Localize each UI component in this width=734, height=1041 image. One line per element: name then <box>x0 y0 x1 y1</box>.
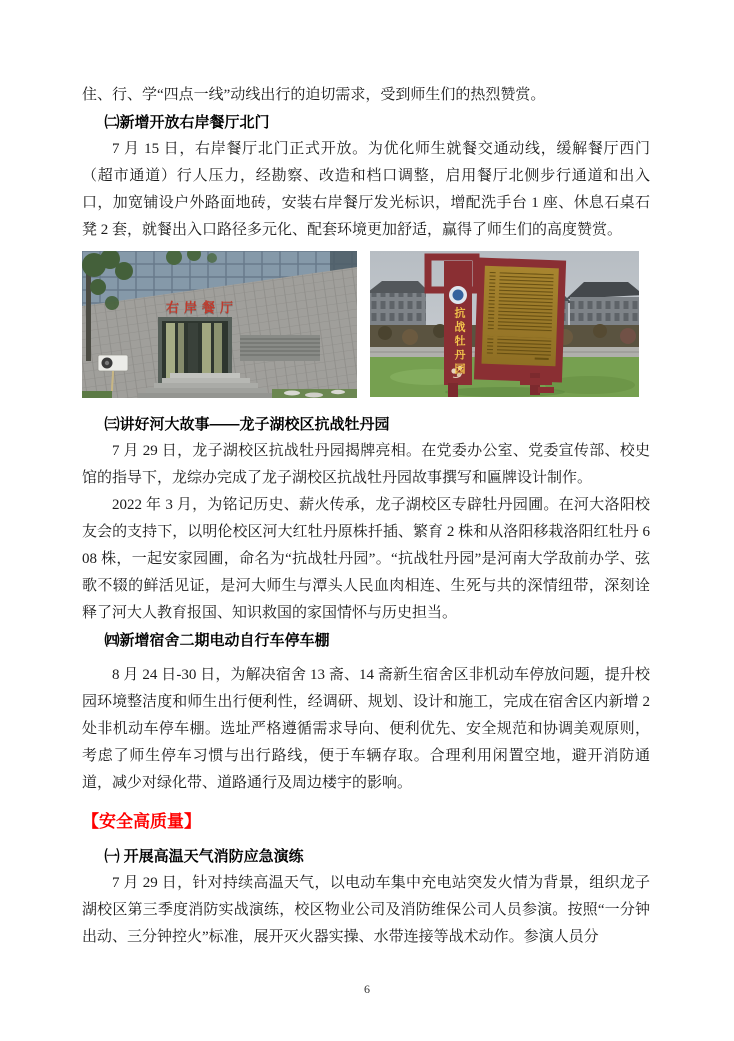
document-content <box>82 82 650 951</box>
safety-paragraph: 7 月 29 日，针对持续高温天气，以电动车集中充电站突发火情为背景，组织龙子湖校区第三季度消防实战演练，校区物业公司及消防维保公司人员参演。按照“一分钟出动、三分钟控火”标准，展开灭火器实操、水带连接等战术动作。参演人员分 <box>82 875 650 945</box>
peony-garden-sign-text: 抗战牡丹园 <box>453 307 465 377</box>
safety-section-title: 【安全高质量】 <box>82 812 201 831</box>
photo-restaurant-north-gate <box>82 251 357 398</box>
photo-peony-garden-sign <box>370 251 639 397</box>
safety-heading: ㈠ 开展高温天气消防应急演练 <box>104 848 304 865</box>
page-number: 6 <box>364 982 370 996</box>
photo-row <box>82 251 650 398</box>
section2-heading: ㈡新增开放右岸餐厅北门 <box>104 114 270 131</box>
intro-paragraph: 住、行、学“四点一线”动线出行的迫切需求，受到师生们的热烈赞赏。 <box>82 87 546 103</box>
restaurant-photo-illustration <box>82 251 357 398</box>
section4-paragraph: 8 月 24 日-30 日，为解决宿舍 13 斋、14 斋新生宿舍区非机动车停放问题，提升校园环境整洁度和师生出行便利性，经调研、规划、设计和施工，完成在宿舍区内新增 2 处非机动车停车棚。选址严格遵循需求导向、便利优先、安全规范和协调美观原则，考虑了师生停车习惯与出行路线，便于车辆存取。合理利用闲置空地，避开消防通道，减少对绿化带、道路通行及周边楼宇的影响。 <box>82 667 650 791</box>
section2-paragraph: 7 月 15 日，右岸餐厅北门正式开放。为优化师生就餐交通动线，缓解餐厅西门（超市通道）行人压力，经勘察、改造和档口调整，启用餐厅北侧步行通道和出入口，加宽铺设户外路面地砖，安装右岸餐厅发光标识，增配洗手台 1 座、休息石桌石凳 2 套，就餐出入口路径多元化、配套环境更加舒适，赢得了师生们的高度赞赏。 <box>82 141 650 238</box>
section3-heading: ㈢讲好河大故事——龙子湖校区抗战牡丹园 <box>104 416 390 433</box>
peony-garden-photo-illustration <box>370 251 639 397</box>
restaurant-sign-text: 右岸餐厅 <box>166 300 239 315</box>
section4-heading: ㈣新增宿舍二期电动自行车停车棚 <box>104 632 330 649</box>
section3-paragraph1: 7 月 29 日，龙子湖校区抗战牡丹园揭牌亮相。在党委办公室、党委宣传部、校史馆的指导下，龙综办完成了龙子湖校区抗战牡丹园故事撰写和匾牌设计制作。 <box>82 443 650 486</box>
section3-paragraph2: 2022 年 3 月，为铭记历史、薪火传承，龙子湖校区专辟牡丹园圃。在河大洛阳校友会的支持下，以明伦校区河大红牡丹原株扦插、繁育 2 株和从洛阳移栽洛阳红牡丹 608 株，一起安家园圃，命名为“抗战牡丹园”。“抗战牡丹园”是河南大学敌前办学、弦歌不辍的鲜活见证，是河大师生与潭头人民血肉相连、生死与共的深情纽带，深刻诠释了河大人教育报国、知识救国的家国情怀与历史担当。 <box>82 497 650 621</box>
peony-garden-signboard <box>428 257 566 397</box>
